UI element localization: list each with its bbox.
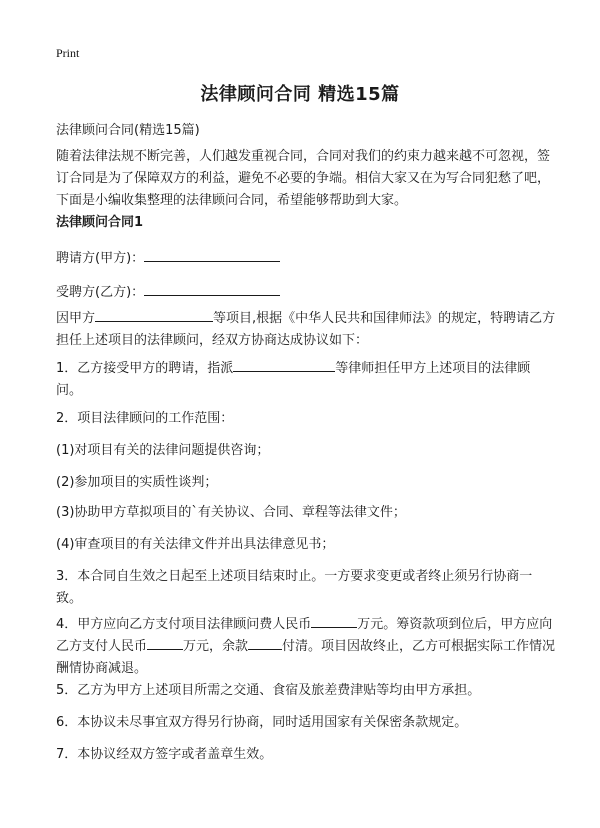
- intro-paragraph: 随着法律法规不断完善，人们越发重视合同，合同对我们的约束力越来越不可忽视，签订合同是为了保障双方的利益，避免不必要的争端。相信大家又在为写合同犯愁了吧，下面是小编收集整理的法律顾问合同，希望能够帮助到大家。: [56, 149, 551, 208]
- print-link[interactable]: Print: [56, 46, 80, 60]
- clause-7: 7．本协议经双方签字或者盖章生效。: [56, 747, 273, 762]
- preamble-paragraph: [56, 308, 556, 352]
- clause-4-part-3: 万元，余款: [183, 639, 249, 654]
- preamble-prefix: 因甲方: [56, 311, 96, 326]
- party-b-line: [56, 282, 556, 304]
- preamble-suffix: 等项目,根据《中华人民共和国律师法》的规定，特聘请乙方担任上述项目的法律顾问，经双方协商达成协议如下：: [56, 311, 556, 348]
- party-a-blank: [144, 248, 280, 262]
- scope-item-1: (1)对项目有关的法律问题提供咨询；: [56, 443, 270, 458]
- clause-4-part-4: 付清。项目因故终止，乙方可根据实际工作情况酬情协商减退。: [56, 639, 556, 676]
- fee-blank: [311, 614, 357, 628]
- clause-1-prefix: 1．乙方接受甲方的聘请，指派: [56, 361, 234, 376]
- payment-blank: [147, 636, 183, 650]
- clause-1: [56, 358, 556, 402]
- party-b-blank: [144, 282, 280, 296]
- clause-4-part-1: 4．甲方应向乙方支付项目法律顾问费人民币: [56, 617, 312, 632]
- section-heading: 法律顾问合同1: [56, 215, 144, 230]
- clause-5: 5．乙方为甲方上述项目所需之交通、食宿及旅差费津贴等均由甲方承担。: [56, 683, 481, 698]
- clause-4: [56, 614, 556, 680]
- lawyer-blank: [233, 358, 335, 372]
- party-a-line: [56, 248, 556, 270]
- project-blank: [95, 308, 213, 322]
- clause-2: 2．项目法律顾问的工作范围：: [56, 411, 234, 426]
- scope-item-4: (4)审查项目的有关法律文件并出具法律意见书；: [56, 537, 335, 552]
- document-title: 法律顾问合同 精选15篇: [200, 84, 400, 105]
- scope-item-2: (2)参加项目的实质性谈判；: [56, 475, 218, 490]
- clause-1-suffix: 等律师担任甲方上述项目的法律顾问。: [56, 361, 531, 398]
- clause-3: 3．本合同自生效之日起至上述项目结束时止。一方要求变更或者终止须另行协商一致。: [56, 569, 533, 606]
- balance-blank: [248, 636, 282, 650]
- document-subtitle: 法律顾问合同(精选15篇): [56, 123, 200, 138]
- scope-item-3: (3)协助甲方草拟项目的`有关协议、合同、章程等法律文件；: [56, 505, 406, 520]
- party-a-label: 聘请方(甲方)：: [56, 251, 145, 266]
- clause-6: 6．本协议未尽事宜双方得另行协商，同时适用国家有关保密条款规定。: [56, 715, 468, 730]
- party-b-label: 受聘方(乙方)：: [56, 285, 145, 300]
- clause-4-part-2: 万元。筹资款项到位后，甲方应向乙方支付人民币: [56, 617, 553, 654]
